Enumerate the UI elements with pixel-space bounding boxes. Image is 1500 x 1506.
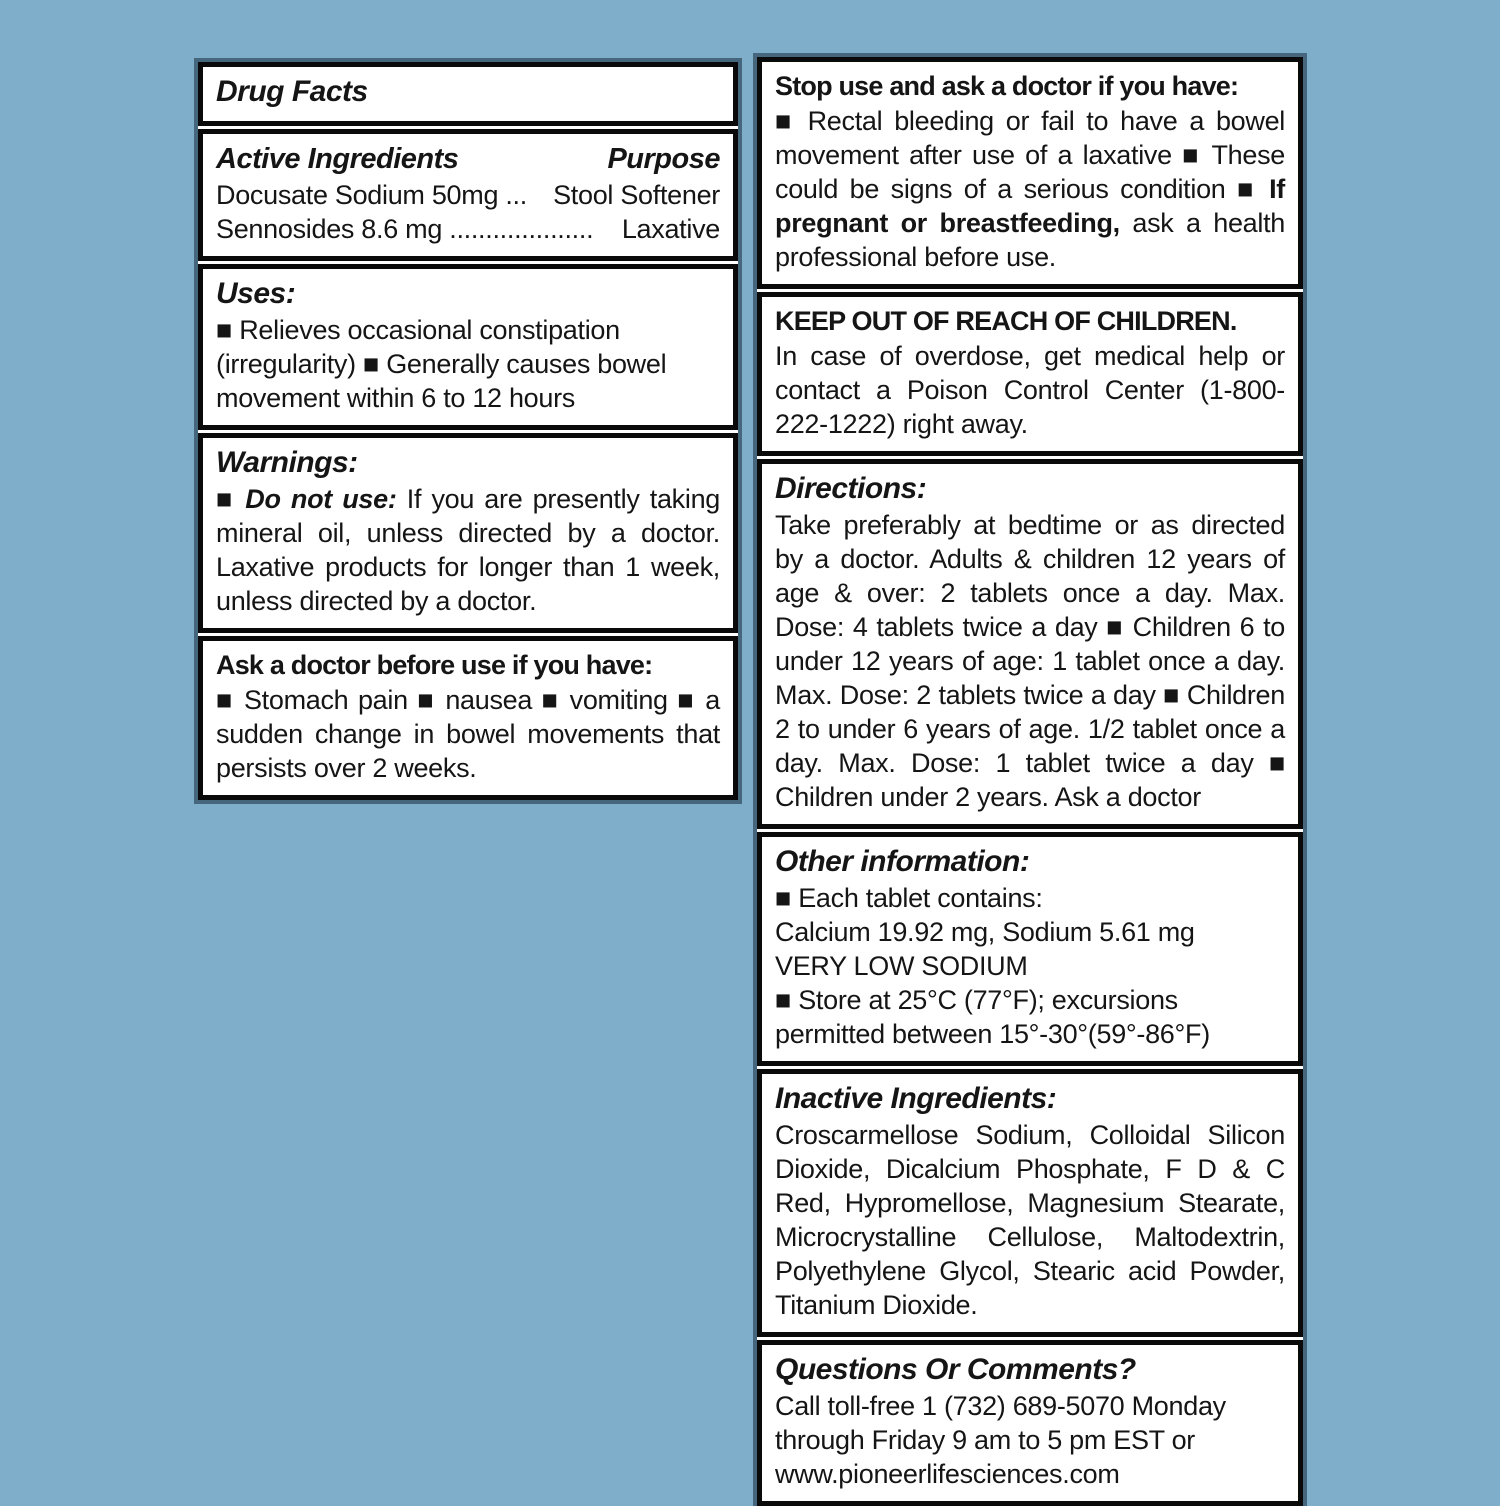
do-not-use-label: Do not use: (245, 484, 397, 514)
other-info-line-contains: ■ Each tablet contains: (775, 883, 1043, 913)
section-stop-use (757, 57, 1303, 289)
inactive-ingredients-body: Croscarmellose Sodium, Colloidal Silicon Dioxide, Dicalcium Phosphate, F D & C Red, Hypromellose, Magnesium Stearate, Microcrystalline Cellulose, Maltodextrin, Polyethylene Glycol, Stearic acid Powder, Titanium Dioxide. (775, 1120, 1285, 1320)
section-other-information (757, 832, 1303, 1066)
other-information-heading: Other information: (775, 845, 1030, 878)
active-ingredients-heading: Active Ingredients (216, 143, 459, 175)
warnings-body-text: If you are presently taking mineral oil, unless directed by a doctor. Laxative products for longer than 1 week, unless directed by a doctor. (216, 484, 721, 616)
other-info-line-calcium-sodium: Calcium 19.92 mg, Sodium 5.61 mg (775, 917, 1195, 947)
uses-body: ■ Relieves occasional constipation (irregularity) ■ Generally causes bowel movement within 6 to 12 hours (216, 315, 667, 413)
purpose-heading: Purpose (607, 143, 720, 175)
directions-body: Take preferably at bedtime or as directed by a doctor. Adults & children 12 years of age & over: 2 tablets once a day. Max. Dose: 4 tablets twice a day ■ Children 6 to under 12 years of age: 1 tablet once a day. Max. Dose: 2 tablets twice a day ■ Children 2 to under 6 years of age. 1/2 tablet once a day. Max. Dose: 1 tablet twice a day ■ Children under 2 years. Ask a doctor (775, 510, 1285, 812)
section-questions-comments (757, 1340, 1303, 1506)
warnings-body (216, 482, 720, 618)
ingredient-row (216, 212, 720, 246)
ingredient-name: Docusate Sodium 50mg ... (216, 180, 527, 210)
ingredient-row (216, 178, 720, 212)
pregnant-bold-phrase: If pregnant or breastfeeding, (775, 174, 1285, 238)
drug-facts-right-column (757, 57, 1303, 1506)
questions-comments-body: Call toll-free 1 (732) 689-5070 Monday through Friday 9 am to 5 pm EST or www.pioneerlifesciences.com (775, 1391, 1226, 1489)
warnings-heading: Warnings: (216, 446, 358, 479)
other-info-line-storage: ■ Store at 25°C (77°F); excursions permitted between 15°-30°(59°-86°F) (775, 985, 1210, 1049)
section-warnings (198, 433, 738, 633)
drug-facts-title: Drug Facts (216, 75, 368, 108)
ingredient-purpose: Stool Softener (553, 180, 720, 210)
other-info-line-very-low-sodium: VERY LOW SODIUM (775, 951, 1028, 981)
questions-comments-heading: Questions Or Comments? (775, 1353, 1136, 1386)
directions-heading: Directions: (775, 472, 927, 505)
ask-doctor-body: ■ Stomach pain ■ nausea ■ vomiting ■ a sudden change in bowel movements that persists over 2 weeks. (216, 685, 720, 783)
inactive-ingredients-heading: Inactive Ingredients: (775, 1082, 1057, 1115)
stop-use-heading: Stop use and ask a doctor if you have: (775, 71, 1239, 101)
ingredient-name: Sennosides 8.6 mg .................... (216, 214, 594, 244)
ask-doctor-heading: Ask a doctor before use if you have: (216, 650, 653, 680)
section-keep-out (757, 292, 1303, 456)
section-ask-doctor (198, 636, 738, 800)
stop-use-body-end: ask a health professional before use. (775, 208, 1286, 272)
section-directions (757, 459, 1303, 829)
ingredient-purpose: Laxative (621, 214, 720, 244)
keep-out-heading: KEEP OUT OF REACH OF CHILDREN. (775, 306, 1237, 336)
stop-use-body-start: ■ Rectal bleeding or fail to have a bowel movement after use of a laxative ■ These could be signs of a serious condition ■ (775, 106, 1285, 204)
keep-out-body: In case of overdose, get medical help or contact a Poison Control Center (1-800-222-1222) right away. (775, 341, 1285, 439)
section-active-ingredients (198, 129, 738, 261)
section-drug-facts-title (198, 62, 738, 126)
drug-facts-left-column (198, 62, 738, 800)
section-inactive-ingredients (757, 1069, 1303, 1337)
uses-heading: Uses: (216, 277, 296, 310)
bullet-square: ■ (216, 484, 236, 514)
section-uses (198, 264, 738, 430)
stop-use-body (775, 104, 1285, 274)
